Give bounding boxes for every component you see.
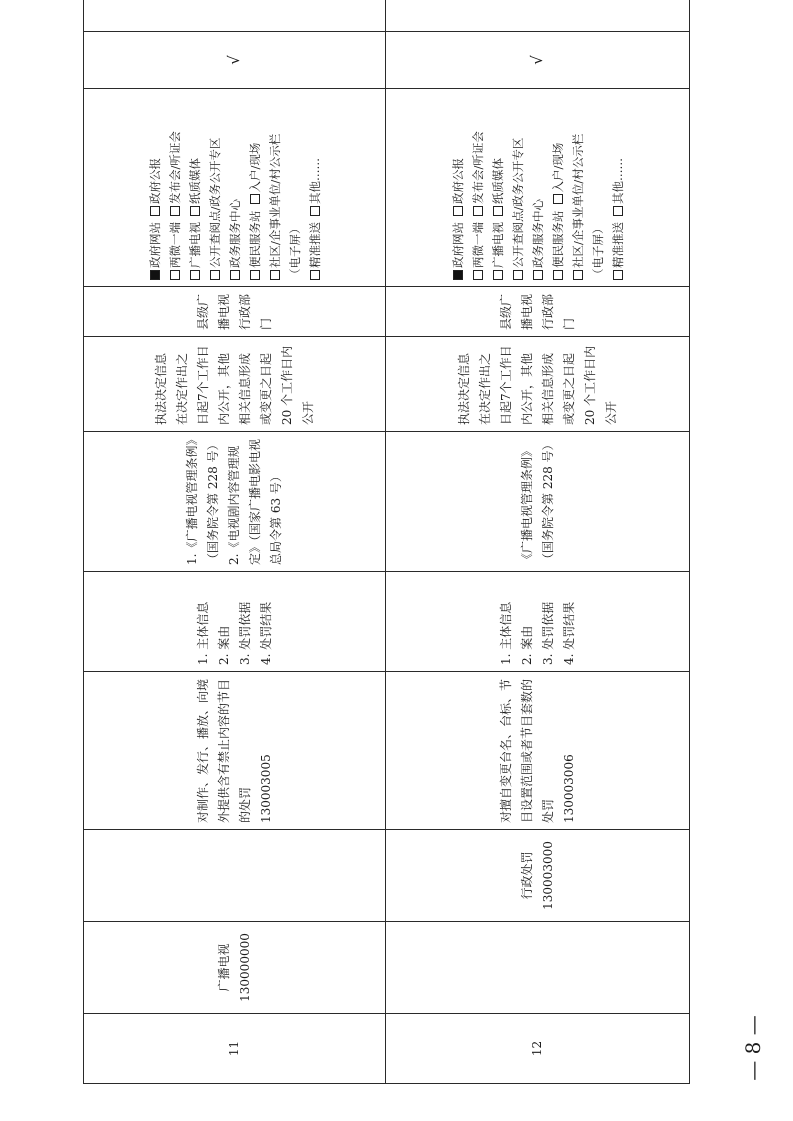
channel-line bbox=[448, 95, 468, 280]
channel-line bbox=[488, 95, 508, 280]
check-cell bbox=[84, 32, 386, 89]
basis-item: 1.《广播电视管理条例》（国务院令第 228 号） bbox=[185, 438, 220, 565]
channel-line bbox=[285, 95, 305, 280]
element-item: 1. 主体信息 bbox=[195, 601, 210, 665]
channel-label: 政府网站 bbox=[450, 222, 465, 268]
seq-number: 12 bbox=[530, 1040, 544, 1057]
category-l1-cell bbox=[84, 922, 386, 1014]
channel-line bbox=[608, 95, 628, 280]
channel-line bbox=[225, 95, 245, 280]
unchecked-box-icon bbox=[573, 270, 583, 280]
category-l2-text: 行政处罚 bbox=[519, 851, 534, 900]
time-limit-text: 执法决定信息在决定作出之日起7个工作日内公开，其他相关信息形成或变更之日起 20 个工作日内公开 bbox=[153, 345, 315, 425]
channel-line bbox=[265, 95, 285, 280]
channel-label: 公开查阅点/政务公开专区 bbox=[207, 137, 222, 268]
channel-line bbox=[165, 95, 185, 280]
page-number-text: — 8 — bbox=[741, 1015, 765, 1081]
channel-line bbox=[185, 95, 205, 280]
check-cell bbox=[386, 0, 690, 32]
element-item: 3. 处罚依据 bbox=[540, 601, 555, 665]
channel-label: 精准推送 bbox=[610, 222, 625, 268]
channel-label: 纸质媒体 bbox=[187, 158, 202, 204]
category-l2-cell bbox=[84, 830, 386, 922]
basis-cell bbox=[84, 432, 386, 572]
unchecked-box-icon bbox=[473, 270, 483, 280]
category-l2-cell bbox=[386, 830, 690, 922]
basis-cell bbox=[386, 432, 690, 572]
item-text: 对制作、发行、播放、向境外提供含有禁止内容的节目的处罚 bbox=[195, 678, 252, 823]
channel-label: 政府公报 bbox=[147, 158, 162, 204]
channel-line bbox=[305, 95, 325, 280]
category-l1-cell bbox=[386, 922, 690, 1014]
unchecked-box-icon bbox=[250, 270, 260, 280]
channel-line bbox=[145, 95, 165, 280]
channel-label: 发布会/听证会 bbox=[167, 131, 182, 204]
item-cell bbox=[84, 672, 386, 830]
channel-label: 社区/企事业单位/村公示栏 bbox=[570, 133, 585, 268]
item-text: 对擅自变更台名、台标、节目设置范围或者节目套数的处罚 bbox=[498, 678, 555, 823]
check-mark-icon: √ bbox=[225, 55, 243, 65]
channel-label: 政府公报 bbox=[450, 158, 465, 204]
channel-label: 政府网站 bbox=[147, 222, 162, 268]
item-cell bbox=[386, 672, 690, 830]
basis-item: 2.《电视剧内容管理规定》（国家广播电影电视总局令第 63 号） bbox=[227, 438, 283, 565]
channels-cell bbox=[386, 89, 690, 287]
channel-label: 精准推送 bbox=[307, 222, 322, 268]
unchecked-box-icon bbox=[170, 206, 180, 216]
channel-label: 入户/现场 bbox=[550, 142, 565, 193]
seq-cell bbox=[386, 1014, 690, 1084]
check-cell bbox=[84, 0, 386, 32]
elements-cell bbox=[84, 572, 386, 672]
table-row bbox=[84, 0, 386, 1084]
time-limit-cell bbox=[84, 337, 386, 432]
unchecked-box-icon bbox=[553, 270, 563, 280]
disclosure-table bbox=[83, 0, 690, 1084]
unchecked-box-icon bbox=[150, 206, 160, 216]
basis-item: 《广播电视管理条例》（国务院令第 228 号） bbox=[519, 438, 555, 565]
seq-cell bbox=[84, 1014, 386, 1084]
channel-label: 政务服务中心 bbox=[530, 199, 545, 268]
channel-label: （电子屏） bbox=[590, 222, 605, 280]
unchecked-box-icon bbox=[170, 270, 180, 280]
channel-label: （电子屏） bbox=[287, 222, 302, 280]
channel-line bbox=[205, 95, 225, 280]
unchecked-box-icon bbox=[493, 270, 503, 280]
element-item: 1. 主体信息 bbox=[498, 601, 513, 665]
subject-cell bbox=[84, 287, 386, 337]
unchecked-box-icon bbox=[553, 195, 563, 205]
category-l2-text: 130003000 bbox=[540, 841, 555, 910]
channel-label: 社区/企事业单位/村公示栏 bbox=[267, 133, 282, 268]
unchecked-box-icon bbox=[190, 270, 200, 280]
unchecked-box-icon bbox=[270, 270, 280, 280]
channel-label: 两微一端 bbox=[470, 222, 485, 268]
unchecked-box-icon bbox=[210, 270, 220, 280]
channel-label: 其他…… bbox=[307, 158, 322, 204]
channel-label: 其他…… bbox=[610, 158, 625, 204]
checked-box-icon bbox=[453, 270, 463, 280]
category-l1-text: 130000000 bbox=[237, 933, 252, 1002]
time-limit-text: 执法决定信息在决定作出之日起7个工作日内公开，其他相关信息形成或变更之日起 20 个工作日内公开 bbox=[456, 345, 618, 425]
time-limit-cell bbox=[386, 337, 690, 432]
table-row bbox=[386, 0, 690, 1084]
subject-text: 县级广播电视行政部门 bbox=[195, 293, 273, 330]
channel-label: 两微一端 bbox=[167, 222, 182, 268]
unchecked-box-icon bbox=[230, 270, 240, 280]
elements-cell bbox=[386, 572, 690, 672]
unchecked-box-icon bbox=[190, 206, 200, 216]
channel-label: 发布会/听证会 bbox=[470, 131, 485, 204]
check-cell bbox=[386, 32, 690, 89]
subject-cell bbox=[386, 287, 690, 337]
channel-label: 公开查阅点/政务公开专区 bbox=[510, 137, 525, 268]
channels-cell bbox=[84, 89, 386, 287]
unchecked-box-icon bbox=[493, 206, 503, 216]
unchecked-box-icon bbox=[513, 270, 523, 280]
unchecked-box-icon bbox=[533, 270, 543, 280]
seq-number: 11 bbox=[227, 1040, 241, 1057]
channel-label: 入户/现场 bbox=[247, 142, 262, 193]
unchecked-box-icon bbox=[453, 206, 463, 216]
unchecked-box-icon bbox=[310, 270, 320, 280]
subject-text: 县级广播电视行政部门 bbox=[498, 293, 576, 330]
unchecked-box-icon bbox=[310, 206, 320, 216]
checked-box-icon bbox=[150, 270, 160, 280]
category-l1-text: 广播电视 bbox=[216, 943, 231, 992]
element-item: 4. 处罚结果 bbox=[258, 601, 273, 665]
element-item: 4. 处罚结果 bbox=[561, 601, 576, 665]
channel-line bbox=[588, 95, 608, 280]
channel-line bbox=[245, 95, 265, 280]
channel-label: 广播电视 bbox=[490, 222, 505, 268]
element-item: 2. 案由 bbox=[519, 625, 534, 665]
unchecked-box-icon bbox=[613, 206, 623, 216]
channel-line bbox=[468, 95, 488, 280]
channel-line bbox=[528, 95, 548, 280]
rotated-table-page bbox=[83, 55, 689, 1084]
element-item: 3. 处罚依据 bbox=[237, 601, 252, 665]
channel-line bbox=[548, 95, 568, 280]
channel-label: 广播电视 bbox=[187, 222, 202, 268]
channel-line bbox=[508, 95, 528, 280]
channel-label: 政务服务中心 bbox=[227, 199, 242, 268]
channel-label: 便民服务站 bbox=[550, 210, 565, 268]
page-number bbox=[733, 1003, 773, 1093]
item-text: 130003006 bbox=[561, 754, 576, 823]
channel-label: 纸质媒体 bbox=[490, 158, 505, 204]
check-mark-icon: √ bbox=[528, 55, 546, 65]
item-text: 130003005 bbox=[258, 754, 273, 823]
channel-line bbox=[568, 95, 588, 280]
element-item: 2. 案由 bbox=[216, 625, 231, 665]
unchecked-box-icon bbox=[613, 270, 623, 280]
channel-label: 便民服务站 bbox=[247, 210, 262, 268]
unchecked-box-icon bbox=[473, 206, 483, 216]
unchecked-box-icon bbox=[250, 195, 260, 205]
